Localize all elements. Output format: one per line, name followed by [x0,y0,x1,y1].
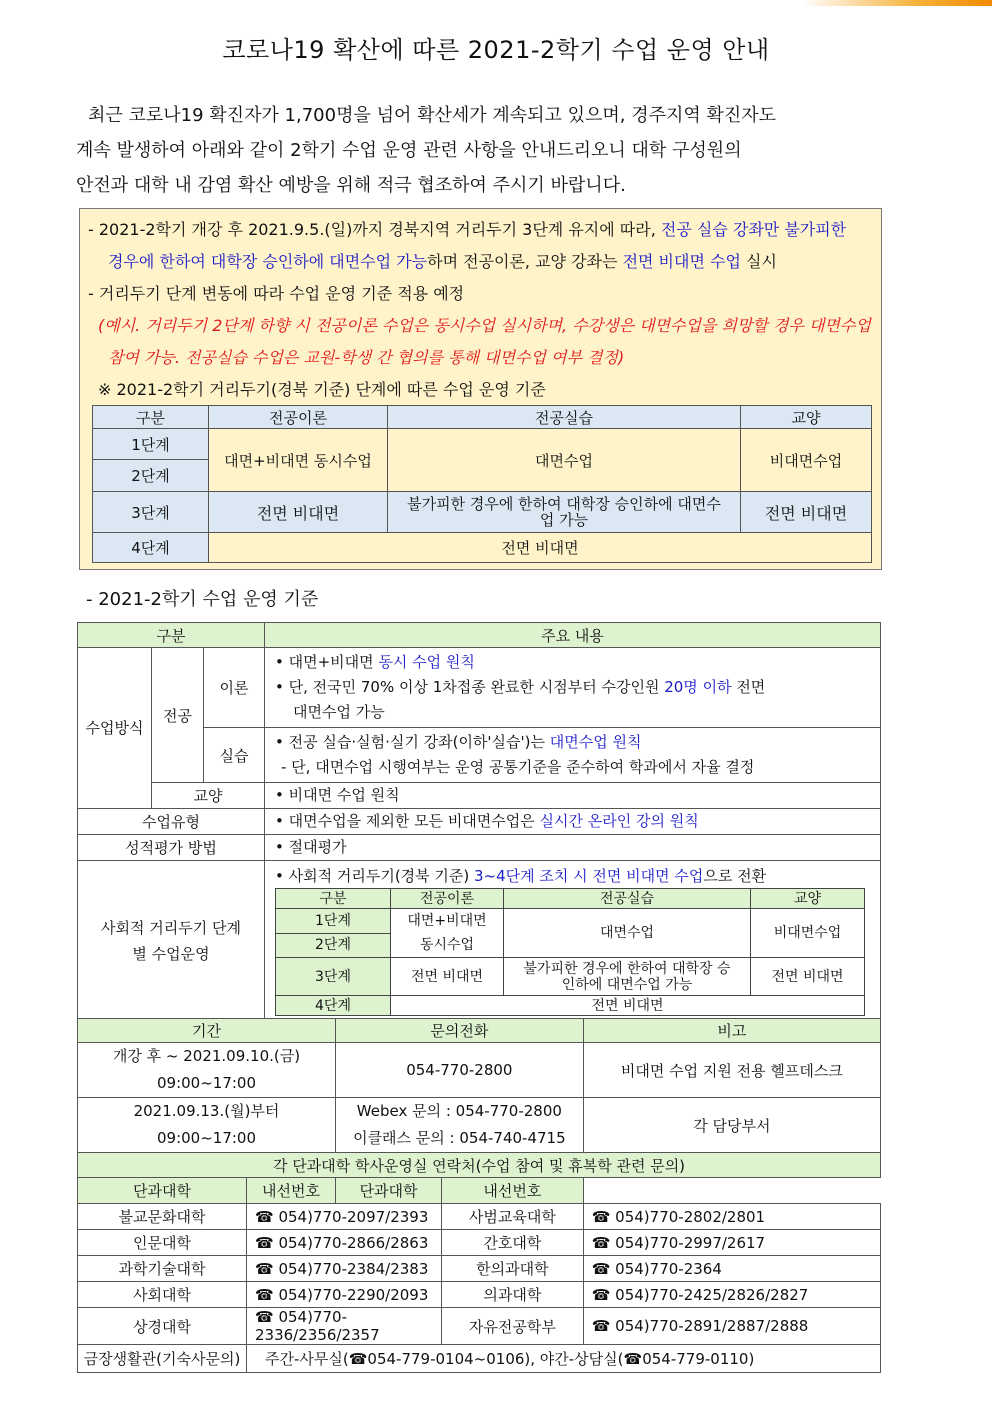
table-cell: 전면 비대면 [391,996,865,1016]
college-phone: ☎ 054)770-2866/2863 [247,1230,442,1256]
stage-label: 1단계 [276,909,391,934]
section-heading: - 2021-2학기 수업 운영 기준 [86,589,319,610]
college-name: 자유전공학부 [442,1308,584,1345]
stage-label: 2단계 [276,933,391,958]
phone-cell: 054-770-2800 [336,1043,584,1098]
stage-table [92,405,872,563]
table-header: 전공실습 [388,406,741,429]
college-phone: ☎ 054)770-2891/2887/2888 [583,1308,880,1345]
social-content [265,861,881,1021]
content-text: 대면수업 가능 [293,703,385,721]
table-cell: 전면 비대면 [741,492,872,533]
table-header: 내선번호 [442,1178,584,1204]
college-phone: ☎ 054)770-2097/2393 [247,1204,442,1230]
notice-line-6: ※ 2021-2학기 거리두기(경북 기준) 단계에 따른 수업 운영 기준 [98,380,546,399]
college-name: 불교문화대학 [78,1204,247,1230]
notice-example-line: 참여 가능. 전공실습 수업은 교원-학생 간 협의를 통해 대면수업 여부 결정) [108,348,625,367]
notice-highlight: 경우에 한하여 대학장 승인하에 대면수업 가능 [108,252,428,271]
content-text: • 단, 전국민 70% 이상 1차접종 완료한 시점부터 수강인원 [275,678,665,696]
content-text: • 전공 실습·실험·실기 강좌(이하'실습')는 [275,733,550,751]
college-phone: ☎ 054)770-2364 [583,1256,880,1282]
college-name: 사회대학 [78,1282,247,1308]
table-cell: 전면 비대면 [751,958,865,996]
table-cell: 전면 비대면 [209,533,872,563]
row-label: 수업유형 [78,809,265,835]
table-cell: 대면수업 [388,429,741,492]
college-phone: ☎ 054)770-2425/2826/2827 [583,1282,880,1308]
table-header: 단과대학 [336,1178,442,1204]
row-label: 교양 [152,783,265,809]
table-cell: 대면+비대면 동시수업 [209,429,388,492]
notice-line-1 [88,217,846,240]
dorm-name: 금장생활관(기숙사문의) [78,1345,247,1373]
row-label: 사회적 거리두기 단계별 수업운영 [78,861,265,1021]
eval-content: • 절대평가 [265,835,881,861]
content-highlight: 실시간 온라인 강의 원칙 [539,812,699,830]
stage-label: 1단계 [93,429,209,460]
content-text: - 단, 대면수업 시행여부는 운영 공통기준을 준수하여 학과에서 자율 결정 [281,758,755,776]
college-phone: ☎ 054)770-2997/2617 [583,1230,880,1256]
row-label: 이론 [204,648,265,728]
notice-text: 실시 [740,252,777,271]
college-phone: ☎ 054)770-2290/2093 [247,1282,442,1308]
table-cell: 전면 비대면 [391,958,504,996]
notice-text: - 2021-2학기 개강 후 2021.9.5.(일)까지 경북지역 거리두기 3단계 유지에 따라, [88,220,661,239]
college-name: 상경대학 [78,1308,247,1345]
college-name: 사범교육대학 [442,1204,584,1230]
table-header: 단과대학 [78,1178,247,1204]
table-header: 주요 내용 [265,623,881,648]
operation-table [77,622,881,1021]
table-header: 문의전화 [336,1019,584,1043]
table-header: 전공이론 [209,406,388,429]
content-text: • 대면+비대면 [275,653,379,671]
content-highlight: 3~4단계 조치 시 전면 비대면 수업 [474,867,704,885]
table-cell: 비대면수업 [751,909,865,958]
theory-content [265,648,881,728]
stage-subtable [275,888,865,1016]
corner-accent [802,0,992,6]
row-label: 수업방식 [78,648,152,809]
stage-label: 3단계 [93,492,209,533]
table-cell: 전면 비대면 [209,492,388,533]
notice-box [79,208,882,570]
period-cell: 2021.09.13.(월)부터 09:00~17:00 [78,1098,336,1153]
intro-line: 안전과 대학 내 감염 확산 예방을 위해 적극 협조하여 주시기 바랍니다. [76,175,626,196]
liberal-content: • 비대면 수업 원칙 [265,783,881,809]
note-cell: 비대면 수업 지원 전용 헬프데스크 [583,1043,880,1098]
content-highlight: 대면수업 원칙 [549,733,642,751]
college-name: 과학기술대학 [78,1256,247,1282]
table-cell: 비대면수업 [741,429,872,492]
table-header: 비고 [583,1019,880,1043]
table-header: 전공실습 [504,889,751,909]
row-label: 성적평가 방법 [78,835,265,861]
intro-line: 최근 코로나19 확진자가 1,700명을 넘어 확산세가 계속되고 있으며, 경주지역 확진자도 [88,105,777,126]
table-cell: 불가피한 경우에 한하여 대학장 승인하에 대면수업 가능 [504,958,751,996]
table-header: 구분 [276,889,391,909]
intro-paragraph [76,98,936,203]
table-header: 교양 [741,406,872,429]
notice-highlight: 전공 실습 강좌만 불가피한 [660,220,847,239]
content-text: • 대면수업을 제외한 모든 비대면수업은 [275,812,540,830]
row-label: 실습 [204,728,265,783]
college-phone: ☎ 054)770-2336/2356/2357 [247,1308,442,1345]
table-cell: 대면+비대면 동시수업 [391,909,504,958]
notice-example-line: (예시. 거리두기 2단계 하향 시 전공이론 수업은 동시수업 실시하며, 수강생은 대면수업을 희망할 경우 대면수업 [98,316,871,335]
content-text: 으로 전환 [703,867,767,885]
type-content [265,809,881,835]
notice-line-3: - 거리두기 단계 변동에 따라 수업 운영 기준 적용 예정 [88,284,465,303]
contacts-title: 각 단과대학 학사운영실 연락처(수업 참여 및 휴복학 관련 문의) [78,1153,881,1178]
table-header: 기간 [78,1019,336,1043]
table-cell: 불가피한 경우에 한하여 대학장 승인하에 대면수업 가능 [388,492,741,533]
college-name: 간호대학 [442,1230,584,1256]
intro-line: 계속 발생하여 아래와 같이 2학기 수업 운영 관련 사항을 안내드리오니 대학 구성원의 [76,140,742,161]
phone-text: Webex 문의 : 054-770-2800 [356,1102,562,1120]
phone-text: 이클래스 문의 : 054-740-4715 [353,1129,566,1147]
stage-label: 3단계 [276,958,391,996]
notice-line-2 [108,249,777,272]
college-phone: ☎ 054)770-2384/2383 [247,1256,442,1282]
table-header: 구분 [78,623,265,648]
note-cell: 각 담당부서 [583,1098,880,1153]
content-highlight: 동시 수업 원칙 [378,653,475,671]
page-title: 코로나19 확산에 따른 2021-2학기 수업 운영 안내 [222,36,770,64]
college-name: 인문대학 [78,1230,247,1256]
table-cell: 대면수업 [504,909,751,958]
row-label: 전공 [152,648,204,783]
table-header: 구분 [93,406,209,429]
period-cell: 개강 후 ~ 2021.09.10.(금) 09:00~17:00 [78,1043,336,1098]
content-text: • 사회적 거리두기(경북 기준) [275,867,475,885]
content-highlight: 20명 이하 [664,678,732,696]
contact-table [77,1018,881,1373]
notice-highlight: 전면 비대면 수업 [622,252,741,271]
practice-content [265,728,881,783]
college-name: 한의과대학 [442,1256,584,1282]
college-name: 의과대학 [442,1282,584,1308]
notice-text: 하며 전공이론, 교양 강좌는 [427,252,623,271]
college-phone: ☎ 054)770-2802/2801 [583,1204,880,1230]
stage-label: 4단계 [276,996,391,1016]
table-header: 전공이론 [391,889,504,909]
table-header: 교양 [751,889,865,909]
stage-label: 2단계 [93,460,209,492]
phone-cell [336,1098,584,1153]
table-header: 내선번호 [247,1178,336,1204]
stage-label: 4단계 [93,533,209,563]
content-text: 전면 [731,678,766,696]
dorm-phone: 주간-사무실(☎054-779-0104~0106), 야간-상담실(☎054-779-0110) [247,1345,881,1373]
